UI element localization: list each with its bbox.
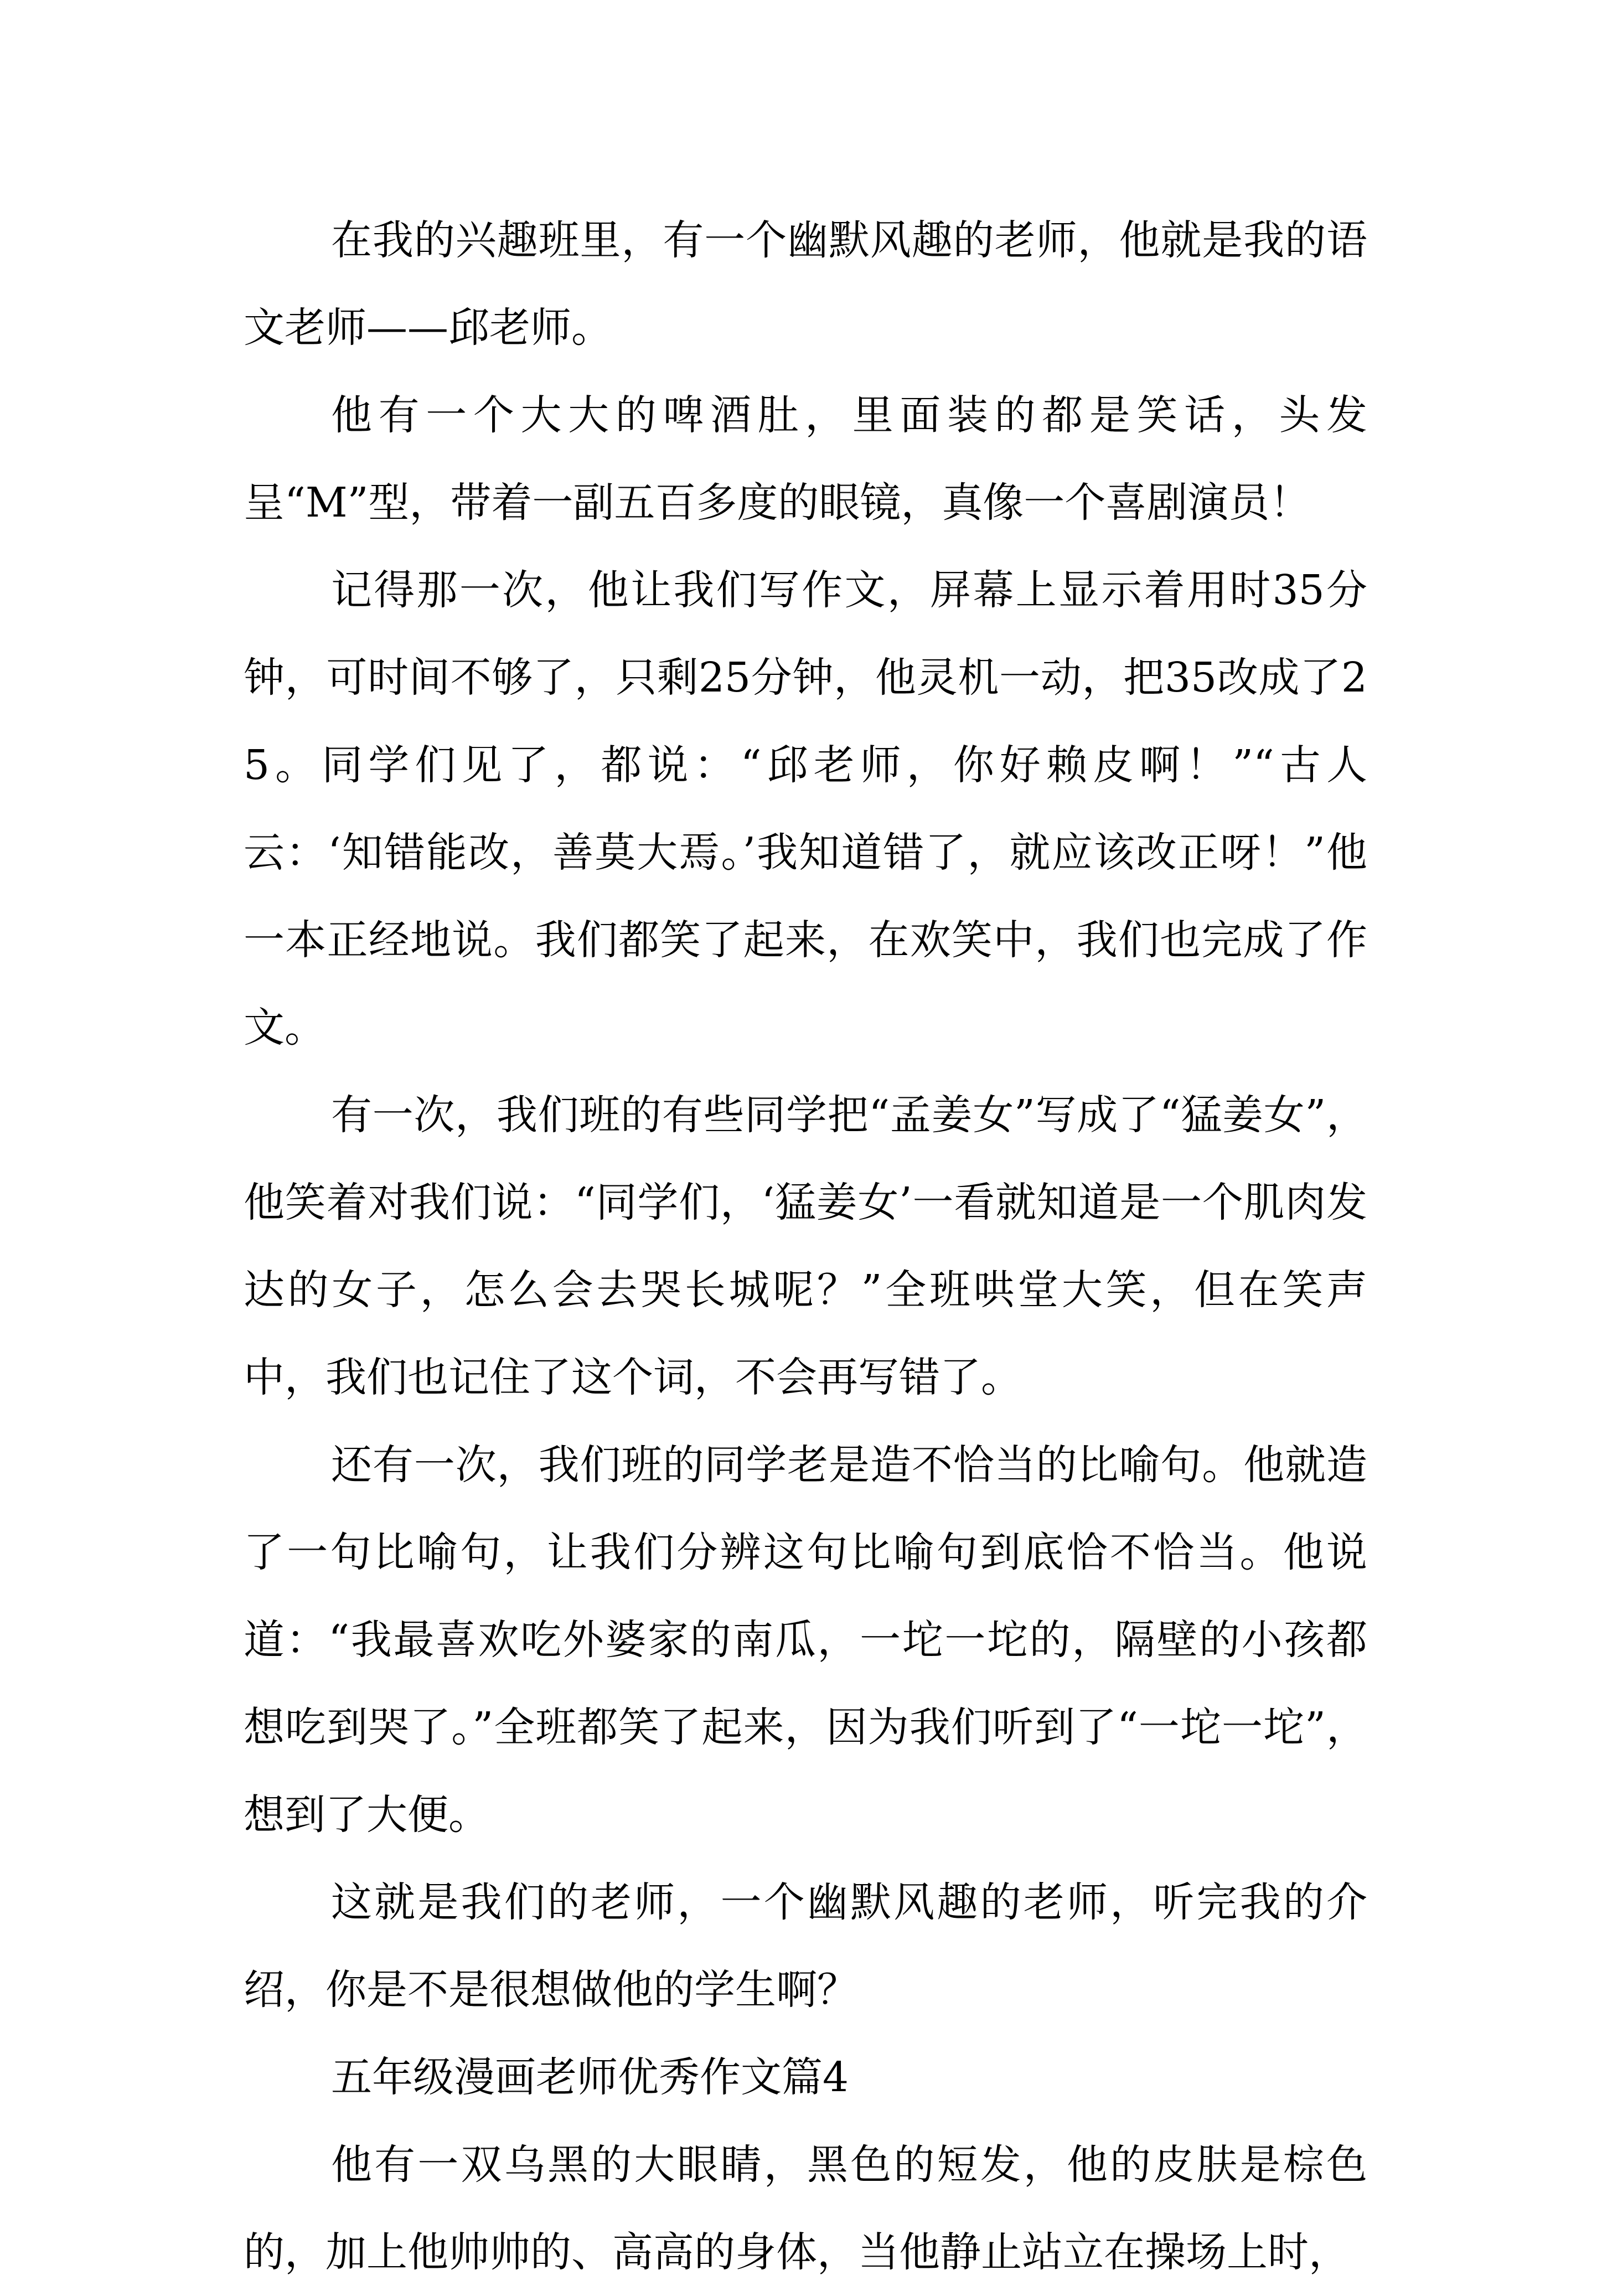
paragraph-essay-time-story: 记得那一次，他让我们写作文，屏幕上显示着用时35分钟，可时间不够了，只剩25分钟，他灵机一动，把35改成了25。同学们见了，都说：“邱老师，你好赖皮啊！”“古人云：‘知错能改，善莫大焉。’我知道错了，就应该改正呀！”他一本正经地说。我们都笑了起来，在欢笑中，我们也完成了作文。	[244, 566, 1367, 1051]
paragraph-conclusion: 这就是我们的老师，一个幽默风趣的老师，听完我的介绍，你是不是很想做他的学生啊？	[244, 1879, 1367, 2014]
section-heading: 五年级漫画老师优秀作文篇4	[331, 2053, 849, 2101]
essay-body	[244, 197, 1367, 2296]
paragraph-metaphor-story: 还有一次，我们班的同学老是造不恰当的比喻句。他就造了一句比喻句，让我们分辨这句比喻句到底恰不恰当。他说道：“我最喜欢吃外婆家的南瓜，一坨一坨的，隔壁的小孩都想吃到哭了。”全班都笑了起来，因为我们听到了“一坨一坨”，想到了大便。	[244, 1441, 1367, 1839]
paragraph-new-essay-start: 他有一双乌黑的大眼睛，黑色的短发，他的皮肤是棕色的，加上他帅帅的、高高的身体，当他静止站立在操场上时，	[244, 2141, 1367, 2276]
paragraph-appearance: 他有一个大大的啤酒肚，里面装的都是笑话，头发呈“M”型，带着一副五百多度的眼镜，真像一个喜剧演员！	[244, 391, 1367, 527]
paragraph-intro: 在我的兴趣班里，有一个幽默风趣的老师，他就是我的语文老师——邱老师。	[244, 216, 1367, 352]
paragraph-mengjiangnv-story: 有一次，我们班的有些同学把“孟姜女”写成了“猛姜女”，他笑着对我们说：“同学们，‘猛姜女’一看就知道是一个肌肉发达的女子，怎么会去哭长城呢？”全班哄堂大笑，但在笑声中，我们也记住了这个词，不会再写错了。	[244, 1091, 1367, 1401]
